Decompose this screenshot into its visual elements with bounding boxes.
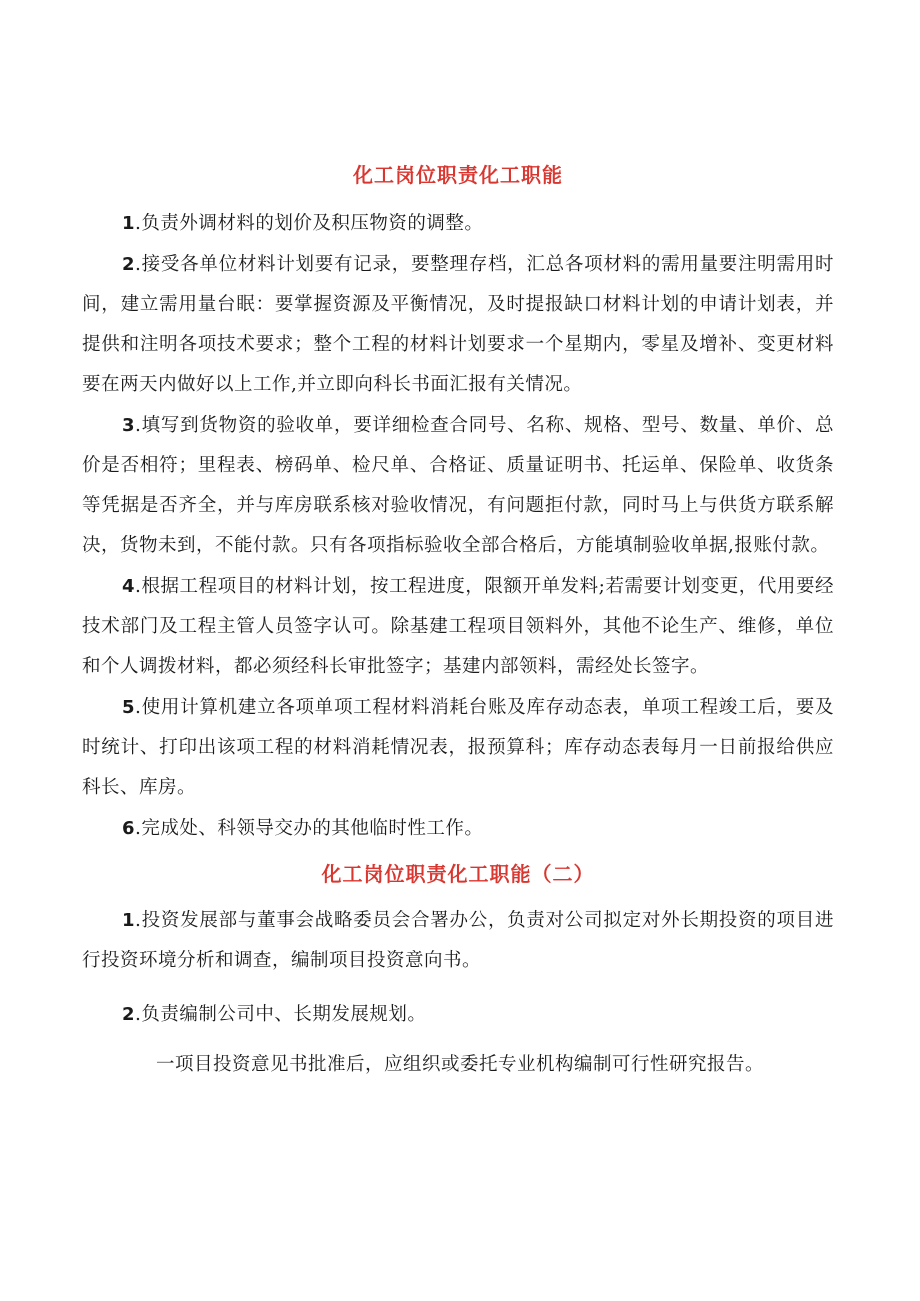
item-text: .投资发展部与董事会战略委员会合署办公，负责对公司拟定对外长期投资的项目进行投资环境分析和调查，编制项目投资意向书。	[82, 910, 834, 971]
list-item	[82, 406, 834, 566]
list-item	[82, 204, 834, 244]
extra-paragraph: 一项目投资意见书批准后，应组织或委托专业机构编制可行性研究报告。	[156, 1054, 765, 1075]
item-number: 4	[122, 576, 136, 597]
item-text: .负责外调材料的划价及积压物资的调整。	[135, 213, 484, 234]
list-item	[82, 809, 834, 849]
list-item	[82, 245, 834, 405]
item-number: 1	[122, 910, 136, 931]
list-item	[82, 688, 834, 808]
item-text: .完成处、科领导交办的其他临时性工作。	[135, 818, 484, 839]
item-number: 2	[122, 254, 136, 275]
item-text: .接受各单位材料计划要有记录，要整理存档，汇总各项材料的需用量要注明需用时间，建立需用量台眠：要掌握资源及平衡情况，及时提报缺口材料计划的申请计划表，并提供和注明各项技术要求；整个工程的材料计划要求一个星期内，零星及增补、变更材料要在两天内做好以上工作,并立即向科长书面汇报有关情况。	[82, 254, 834, 395]
document-page	[82, 160, 834, 1086]
item-text: .根据工程项目的材料计划，按工程进度，限额开单发料;若需要计划变更，代用要经技术部门及工程主管人员签字认可。除基建工程项目领料外，其他不论生产、维修，单位和个人调拨材料，都必须经科长审批签字；基建内部领料，需经处长签字。	[82, 576, 834, 677]
item-number: 5	[122, 697, 136, 718]
list-item	[82, 901, 834, 981]
item-text: .负责编制公司中、长期发展规划。	[135, 1004, 427, 1025]
item-number: 2	[122, 1004, 136, 1025]
list-item	[82, 567, 834, 687]
section-title: 化工岗位职责化工职能（二）	[321, 862, 595, 886]
list-item	[82, 995, 834, 1035]
item-number: 1	[122, 213, 136, 234]
item-text: .填写到货物资的验收单，要详细检查合同号、名称、规格、型号、数量、单价、总价是否相符；里程表、榜码单、检尺单、合格证、质量证明书、托运单、保险单、收货条等凭据是否齐全，并与库房联系核对验收情况，有问题拒付款，同时马上与供货方联系解决，货物未到，不能付款。只有各项指标验收全部合格后，方能填制验收单据,报账付款。	[82, 415, 834, 556]
item-number: 3	[122, 415, 136, 436]
item-text: .使用计算机建立各项单项工程材料消耗台账及库存动态表，单项工程竣工后，要及时统计、打印出该项工程的材料消耗情况表，报预算科；库存动态表每月一日前报给供应科长、库房。	[82, 697, 834, 798]
section-title: 化工岗位职责化工职能	[353, 163, 563, 187]
item-number: 6	[122, 818, 136, 839]
